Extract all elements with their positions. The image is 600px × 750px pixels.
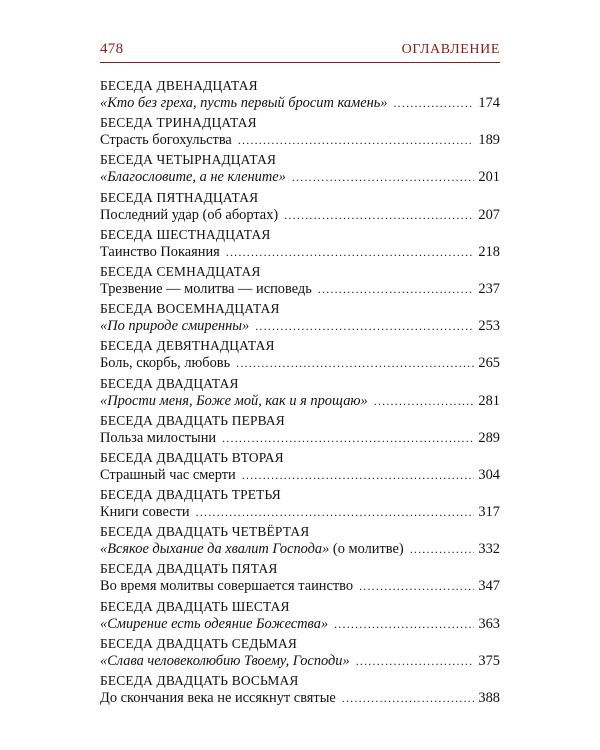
dot-leader <box>410 540 475 558</box>
toc-entry <box>100 598 500 635</box>
toc-entry-heading: БЕСЕДА ЧЕТЫРНАДЦАТАЯ <box>100 152 277 168</box>
toc-entry-heading: БЕСЕДА ДВАДЦАТЬ ТРЕТЬЯ <box>100 487 281 503</box>
toc-entry-line <box>100 540 500 558</box>
toc-entry-heading: БЕСЕДА ДВАДЦАТЬ ШЕСТАЯ <box>100 598 290 614</box>
toc-entry-subtitle: Таинство Покаяния <box>100 243 220 260</box>
toc-entry <box>100 449 500 486</box>
toc-entry-line <box>100 503 500 521</box>
toc-entry <box>100 300 500 337</box>
dot-leader <box>374 392 475 410</box>
toc-entry-subtitle: Польза милостыни <box>100 429 217 446</box>
dot-leader <box>342 689 475 707</box>
toc-entry-page-number: 332 <box>478 541 500 558</box>
toc-entry-heading: БЕСЕДА ДВАДЦАТЬ ПЕРВАЯ <box>100 412 285 428</box>
toc-entry-page-number: 174 <box>478 95 500 111</box>
toc-entry-page-number: 207 <box>478 206 500 223</box>
header-rule <box>100 62 500 63</box>
toc-entry <box>100 375 500 412</box>
toc-entry-subtitle: Книги совести <box>100 504 190 521</box>
toc-entry-subtitle: «По природе смиренны» <box>100 318 250 335</box>
toc-entry <box>100 189 500 226</box>
toc-entry-line <box>100 429 500 447</box>
toc-entry-page-number: 265 <box>478 355 500 372</box>
toc-entry-line <box>100 131 500 149</box>
toc-entry <box>100 523 500 560</box>
toc-entry-line <box>100 317 500 335</box>
toc-entry-page-number: 304 <box>478 466 500 483</box>
toc-entry-heading: БЕСЕДА ШЕСТНАДЦАТАЯ <box>100 226 271 242</box>
dot-leader <box>226 243 475 261</box>
toc-entry <box>100 77 500 114</box>
toc-entry-line <box>100 94 500 112</box>
dot-leader <box>318 280 475 298</box>
dot-leader <box>242 466 475 484</box>
dot-leader <box>284 206 474 224</box>
toc-entry-page-number: 363 <box>478 615 500 632</box>
dot-leader <box>222 429 474 447</box>
toc-entry-heading: БЕСЕДА ДВАДЦАТЬ ВОСЬМАЯ <box>100 673 299 688</box>
toc-entry-heading: БЕСЕДА ДВАДЦАТЬ ЧЕТВЁРТАЯ <box>100 524 310 540</box>
toc-entry-page-number: 375 <box>478 652 500 669</box>
toc-entry-page-number: 347 <box>478 578 500 595</box>
toc-entry-page-number: 218 <box>478 243 500 260</box>
toc-entry-page-number: 189 <box>478 132 500 149</box>
dot-leader <box>238 131 475 149</box>
toc-entry-subtitle-suffix: (о молитве) <box>329 541 404 558</box>
toc-entry-subtitle: «Смирение есть одеяние Божества» <box>100 615 329 632</box>
page-header <box>100 38 500 58</box>
toc-entry-line <box>100 354 500 372</box>
toc-entry-heading: БЕСЕДА ДВАДЦАТАЯ <box>100 375 239 391</box>
toc-entry-subtitle: Страсть богохульства <box>100 132 232 149</box>
toc-entry-subtitle: «Кто без греха, пусть первый бросит камень» <box>100 95 388 111</box>
toc-entry <box>100 263 500 300</box>
toc-entry-line <box>100 615 500 633</box>
toc-entry <box>100 226 500 263</box>
toc-entry-heading: БЕСЕДА ВОСЕМНАДЦАТАЯ <box>100 301 280 317</box>
dot-leader <box>292 168 475 186</box>
toc-entry-heading: БЕСЕДА ДВАДЦАТЬ ВТОРАЯ <box>100 449 284 465</box>
toc-entry-page-number: 317 <box>478 504 500 521</box>
dot-leader <box>334 615 474 633</box>
toc-entry <box>100 412 500 449</box>
toc-entry-page-number: 253 <box>478 318 500 335</box>
toc-entry-line <box>100 280 500 298</box>
section-title: ОГЛАВЛЕНИЕ <box>401 42 500 57</box>
toc-entry-page-number: 281 <box>478 392 500 409</box>
toc-entry-page-number: 237 <box>478 280 500 297</box>
toc-entry-page-number: 388 <box>478 690 500 706</box>
toc-entry-line <box>100 689 500 707</box>
toc-entry-subtitle: Во время молитвы совершается таинство <box>100 578 354 595</box>
toc-entry-page-number: 201 <box>478 169 500 186</box>
toc-entry-heading: БЕСЕДА ДЕВЯТНАДЦАТАЯ <box>100 338 275 354</box>
toc-entry-subtitle: Страшный час смерти <box>100 466 236 483</box>
toc-entry <box>100 114 500 151</box>
toc-entry-heading: БЕСЕДА ПЯТНАДЦАТАЯ <box>100 189 259 205</box>
dot-leader <box>393 94 474 112</box>
toc-entry-subtitle: «Слава человеколюбию Твоему, Господи» <box>100 652 350 669</box>
toc-entry <box>100 337 500 374</box>
toc-entry-subtitle: Боль, скорбь, любовь <box>100 355 231 372</box>
dot-leader <box>236 354 474 372</box>
toc-entry-heading: БЕСЕДА ДВАДЦАТЬ ПЯТАЯ <box>100 561 278 577</box>
page-number: 478 <box>100 41 124 57</box>
dot-leader <box>196 503 475 521</box>
dot-leader <box>356 652 475 670</box>
toc-list <box>100 77 500 709</box>
toc-entry <box>100 560 500 597</box>
toc-entry <box>100 151 500 188</box>
toc-entry-line <box>100 392 500 410</box>
toc-entry-heading: БЕСЕДА ТРИНАДЦАТАЯ <box>100 115 257 131</box>
toc-entry-line <box>100 466 500 484</box>
toc-entry-heading: БЕСЕДА ДВАДЦАТЬ СЕДЬМАЯ <box>100 635 298 651</box>
toc-entry-heading: БЕСЕДА СЕМНАДЦАТАЯ <box>100 263 261 279</box>
toc-entry-line <box>100 206 500 224</box>
dot-leader <box>359 577 474 595</box>
toc-entry-subtitle: «Прости меня, Боже мой, как и я прощаю» <box>100 392 368 409</box>
toc-entry-heading: БЕСЕДА ДВЕНАДЦАТАЯ <box>100 78 258 93</box>
toc-entry-page-number: 289 <box>478 429 500 446</box>
toc-entry-line <box>100 652 500 670</box>
toc-entry <box>100 672 500 709</box>
toc-entry-subtitle: До скончания века не иссякнут святые <box>100 690 336 706</box>
toc-entry-subtitle: Последний удар (об абортах) <box>100 206 279 223</box>
toc-entry-subtitle: Трезвение — молитва — исповедь <box>100 280 312 297</box>
toc-entry-line <box>100 168 500 186</box>
toc-entry-subtitle: «Благословите, а не клените» <box>100 169 286 186</box>
toc-entry <box>100 635 500 672</box>
toc-entry-subtitle: «Всякое дыхание да хвалит Господа» <box>100 541 330 558</box>
dot-leader <box>255 317 474 335</box>
toc-entry <box>100 486 500 523</box>
toc-entry-line <box>100 243 500 261</box>
toc-entry-line <box>100 577 500 595</box>
